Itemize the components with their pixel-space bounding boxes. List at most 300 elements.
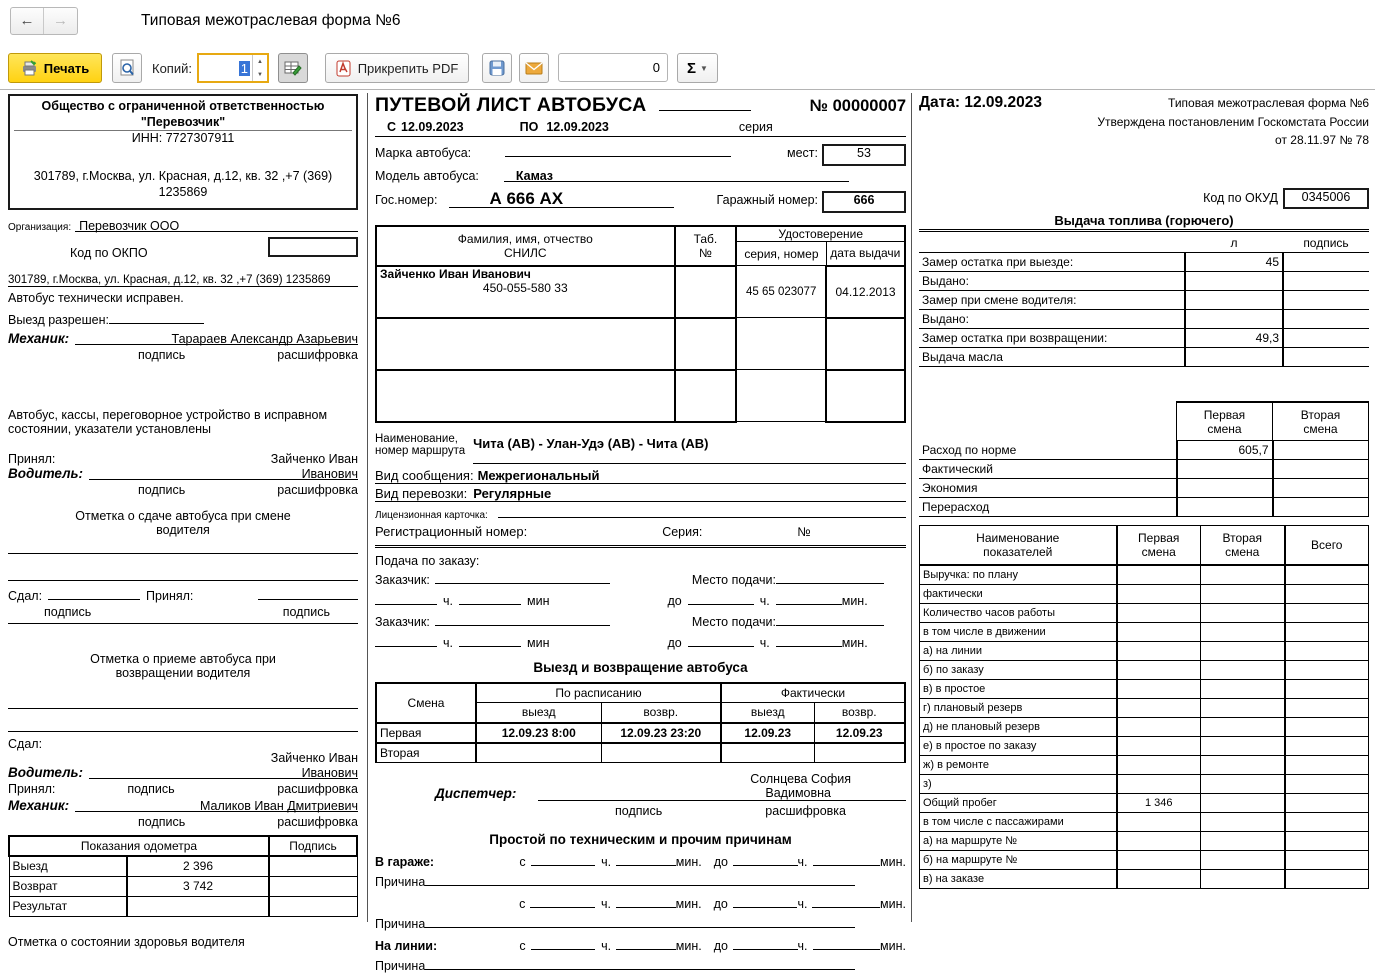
odometer-row-label: Возврат: [9, 876, 127, 896]
consumption-shift1-value: 605,7: [1177, 440, 1273, 459]
email-button[interactable]: [519, 53, 549, 83]
handed-label: Сдал:: [8, 737, 43, 752]
table-row: [376, 723, 905, 743]
table-row: [920, 850, 1369, 869]
indicator-shift2-value: [1201, 660, 1285, 679]
fuel-row-sign: [1283, 291, 1369, 310]
indicator-shift2-value: [1201, 774, 1285, 793]
model-label: Модель автобуса:: [375, 169, 479, 183]
table-row: [920, 774, 1369, 793]
counter-field[interactable]: [558, 53, 668, 82]
indicator-shift1-value: [1117, 660, 1201, 679]
series2-label: Серия:: [662, 524, 703, 539]
garage-number-value: 666: [822, 191, 906, 213]
shift-name: Вторая: [376, 743, 476, 763]
consumption-shift2-value: [1273, 440, 1369, 459]
decode-label: расшифровка: [277, 483, 358, 498]
sum-button[interactable]: [677, 53, 718, 83]
floppy-icon: [489, 60, 505, 76]
handed-label: Сдал:: [8, 589, 43, 604]
table-row: [919, 272, 1369, 291]
organization-value: Перевозчик ООО: [79, 219, 180, 234]
driver-tab: [675, 318, 737, 370]
consumption-row-label: Расход по норме: [919, 440, 1177, 459]
sched-out: 12.09.23 8:00: [476, 723, 601, 743]
act-out: 12.09.23: [721, 723, 814, 743]
waybill-title: ПУТЕВОЙ ЛИСТ АВТОБУСА: [375, 94, 647, 116]
decode-label: расшифровка: [277, 782, 358, 797]
table-row: [376, 318, 905, 370]
indicator-shift1-value: [1117, 774, 1201, 793]
table-row: [920, 622, 1369, 641]
indicators-total-header: Всего: [1285, 525, 1369, 565]
consumption-shift2-value: [1273, 497, 1369, 516]
sigma-icon: Σ: [687, 59, 697, 77]
forward-button[interactable]: →: [53, 12, 68, 29]
table-row: [919, 440, 1369, 459]
org-address: 301789, г.Москва, ул. Красная, д.12, кв. 32 ,+7 (369) 1235869: [33, 168, 333, 199]
accepted-label: Принял:: [146, 589, 194, 604]
fuel-row-value: 45: [1185, 253, 1283, 272]
accepted-label: Принял:: [8, 452, 56, 467]
fuel-row-label: Выдано:: [919, 272, 1185, 291]
table-row: [920, 584, 1369, 603]
table-row: [919, 310, 1369, 329]
sign-label: подпись: [127, 782, 175, 797]
health-note: Отметка о состоянии здоровья водителя: [8, 934, 245, 949]
table-row: [919, 459, 1369, 478]
table-row: [919, 497, 1369, 516]
fuel-row-value: [1185, 272, 1283, 291]
table-row: [376, 743, 905, 763]
indicator-label: а) на маршруте №: [920, 831, 1117, 850]
table-row: [919, 348, 1369, 367]
okud-label: Код по ОКУД: [1203, 191, 1278, 206]
indicator-shift1-value: [1117, 850, 1201, 869]
line-downtime-label: На линии:: [375, 939, 438, 953]
decode-label: расшифровка: [277, 348, 358, 363]
route-label: Наименование, номер маршрута: [375, 432, 466, 457]
drivers-cert-series-header: серия, номер: [736, 242, 826, 266]
spin-up-icon[interactable]: ▲: [257, 58, 263, 65]
table-row: [9, 856, 357, 876]
return-note: Отметка о приеме автобуса при возвращении водителя: [90, 652, 276, 681]
indicator-shift2-value: [1201, 793, 1285, 812]
odometer-row-sign: [269, 876, 357, 896]
registration-number-label: Регистрационный номер:: [375, 523, 528, 539]
communication-label: Вид сообщения:: [375, 467, 474, 483]
chevron-down-icon: ▼: [700, 63, 708, 73]
okud-value: 0345006: [1283, 188, 1369, 209]
indicator-shift2-value: [1201, 698, 1285, 717]
fuel-row-value: [1185, 348, 1283, 367]
indicator-total-value: [1285, 831, 1369, 850]
fuel-row-sign: [1283, 272, 1369, 291]
shift-name: Первая: [376, 723, 476, 743]
column-divider-left: [367, 93, 368, 922]
drivers-cert-date-header: дата выдачи: [826, 242, 905, 266]
table-row: [920, 660, 1369, 679]
fuel-table: [919, 234, 1369, 368]
indicator-shift1-value: [1117, 622, 1201, 641]
print-button[interactable]: [8, 53, 102, 83]
handover-note: Отметка о сдаче автобуса при смене водителя: [75, 509, 291, 538]
consumption-shift2-value: [1273, 478, 1369, 497]
indicator-label: в том числе с пассажирами: [920, 812, 1117, 831]
accepted-label: Принял:: [8, 782, 56, 797]
indicator-shift1-value: [1117, 736, 1201, 755]
consumption-shift2-value: [1273, 459, 1369, 478]
table-row: [919, 291, 1369, 310]
right-column: [919, 94, 1369, 889]
indicator-shift2-value: [1201, 717, 1285, 736]
table-row: [920, 831, 1369, 850]
schedule-header: По расписанию: [476, 683, 721, 703]
reason-label: Причина: [375, 875, 426, 889]
sched-in: [601, 743, 721, 763]
reason-label: Причина: [375, 959, 426, 973]
sign-label: подпись: [138, 483, 186, 498]
attach-pdf-label: Прикрепить PDF: [357, 60, 459, 76]
fuel-row-label: Замер при смене водителя:: [919, 291, 1185, 310]
indicator-shift2-value: [1201, 641, 1285, 660]
indicator-total-value: [1285, 755, 1369, 774]
indicator-shift2-value: [1201, 850, 1285, 869]
indicator-shift2-value: [1201, 755, 1285, 774]
indicator-total-value: [1285, 622, 1369, 641]
dispatcher-label: Диспетчер:: [435, 786, 517, 801]
mechanic-label: Механик:: [8, 331, 70, 347]
driver-name-line2: Иванович: [301, 766, 358, 781]
equipment-ok-text: Автобус, кассы, переговорное устройство в исправном состоянии, указатели установлены: [8, 408, 328, 437]
sign-label: подпись: [615, 804, 663, 818]
transport-kind-label: Вид перевозки:: [375, 485, 468, 501]
reg-number-value: А 666 АХ: [489, 189, 564, 208]
table-row: [920, 793, 1369, 812]
indicator-total-value: [1285, 774, 1369, 793]
mechanic2-name: Маликов Иван Дмитриевич: [199, 799, 358, 814]
indicator-label: е) в простое по заказу: [920, 736, 1117, 755]
depart-return-title: Выезд и возвращение автобуса: [533, 659, 748, 675]
driver-cert-date: [826, 318, 905, 370]
brand-label: Марка автобуса:: [375, 146, 472, 160]
reason-label: Причина: [375, 917, 426, 931]
indicator-shift1-value: [1117, 679, 1201, 698]
okpo-value-box: [268, 237, 358, 257]
depart-return-table: Смена По расписанию Фактически выезд возвр. выезд возвр. Первая 12.09.23 8:00 12.09.23 23:20 12.09.23 12.09.23 Вторая: [375, 682, 906, 764]
date-from-label: С: [387, 120, 397, 134]
org-inn: ИНН: 7727307911: [131, 131, 235, 146]
fuel-liters-header: л: [1185, 234, 1283, 253]
dispatcher-name: Солнцева София: [750, 772, 851, 786]
consumption-row-label: Перерасход: [919, 497, 1177, 516]
indicator-label: з): [920, 774, 1117, 793]
spin-down-icon[interactable]: ▼: [257, 71, 263, 78]
driver-cell: [376, 266, 675, 318]
fuel-row-label: Выдача масла: [919, 348, 1185, 367]
org-address-line: 301789, г.Москва, ул. Красная, д.12, кв. 32 ,+7 (369) 1235869: [8, 274, 358, 287]
table-row: [920, 812, 1369, 831]
page-title: Типовая межотраслевая форма №6: [141, 12, 401, 29]
indicator-label: д) не плановый резерв: [920, 717, 1117, 736]
sign-label: подпись: [138, 348, 186, 363]
indicator-shift2-value: [1201, 565, 1285, 584]
consumption-row-label: Фактический: [919, 459, 1177, 478]
indicator-total-value: [1285, 850, 1369, 869]
indicator-label: Выручка: по плану: [920, 565, 1117, 584]
depart-allowed-label: Выезд разрешен:: [8, 313, 109, 328]
printer-icon: [21, 60, 38, 76]
sign-label: подпись: [44, 605, 92, 620]
consumption-shift2-header: Вторая смена: [1273, 402, 1369, 440]
customer-label: Заказчик:: [375, 572, 430, 587]
order-title: Подача по заказу:: [375, 553, 480, 568]
sched-in: 12.09.23 23:20: [601, 723, 721, 743]
indicator-shift2-value: [1201, 603, 1285, 622]
tech-ok-text: Автобус технически исправен.: [8, 291, 184, 306]
table-row: [920, 755, 1369, 774]
indicator-shift1-value: [1117, 565, 1201, 584]
table-row: [919, 329, 1369, 348]
indicator-label: в) в простое: [920, 679, 1117, 698]
doc-date: Дата: 12.09.2023: [919, 94, 1042, 111]
indicator-shift1-value: [1117, 584, 1201, 603]
indicator-total-value: [1285, 869, 1369, 888]
indicator-total-value: [1285, 717, 1369, 736]
place-label: Место подачи:: [691, 614, 776, 629]
indicator-total-value: [1285, 584, 1369, 603]
indicator-shift2-value: [1201, 736, 1285, 755]
consumption-row-label: Экономия: [919, 478, 1177, 497]
org-name-line2: "Перевозчик": [14, 115, 352, 132]
waybill-document[interactable]: [0, 91, 1375, 973]
table-row: [920, 565, 1369, 584]
indicator-shift2-value: [1201, 679, 1285, 698]
fuel-row-sign: [1283, 310, 1369, 329]
organization-label: Организация:: [8, 222, 72, 234]
table-row: [376, 370, 905, 422]
driver-cell: [376, 318, 675, 370]
mechanic-label: Механик:: [8, 798, 70, 814]
consumption-table: [919, 401, 1369, 517]
act-in: 12.09.23: [814, 723, 905, 743]
copies-input[interactable]: [197, 53, 269, 83]
back-button[interactable]: ←: [11, 8, 44, 34]
table-row: [376, 266, 905, 318]
column-divider-right: [911, 93, 912, 922]
mechanic-name: Тарараев Александр Азарьевич: [171, 332, 358, 347]
consumption-shift1-header: Первая смена: [1177, 402, 1273, 440]
indicator-shift2-value: [1201, 831, 1285, 850]
license-card-label: Лицензионная карточка:: [375, 509, 488, 521]
table-row: [920, 603, 1369, 622]
window-header: [0, 0, 1375, 44]
indicator-label: б) по заказу: [920, 660, 1117, 679]
odometer-row-value: 3 742: [127, 876, 269, 896]
indicator-label: в том числе в движении: [920, 622, 1117, 641]
table-edit-icon: [284, 60, 302, 76]
driver-label: Водитель:: [8, 466, 83, 482]
model-value: Камаз: [515, 169, 554, 183]
indicator-shift1-value: [1117, 641, 1201, 660]
driver-cert-series: [736, 318, 826, 370]
copies-value: 1: [240, 60, 248, 76]
driver-cert-date: [826, 370, 905, 422]
driver-cert-date: 04.12.2013: [826, 266, 905, 318]
table-row: [920, 736, 1369, 755]
indicator-shift2-value: [1201, 622, 1285, 641]
indicator-total-value: [1285, 698, 1369, 717]
driver-name: Зайченко Иван Иванович: [380, 266, 531, 281]
indicator-total-value: [1285, 793, 1369, 812]
table-row: [920, 641, 1369, 660]
series-label: серия: [738, 120, 773, 134]
indicator-label: г) плановый резерв: [920, 698, 1117, 717]
driver-snils: 450-055-580 33: [482, 280, 568, 295]
table-row: [920, 698, 1369, 717]
table-row: [920, 717, 1369, 736]
fuel-row-sign: [1283, 348, 1369, 367]
indicators-name-header: Наименование показателей: [920, 525, 1117, 565]
indicator-label: ж) в ремонте: [920, 755, 1117, 774]
indicator-total-value: [1285, 660, 1369, 679]
driver-tab: [675, 266, 737, 318]
seats-value: 53: [822, 144, 906, 166]
driver-cert-series: 45 65 023077: [736, 266, 826, 318]
act-in: [814, 743, 905, 763]
save-button[interactable]: [482, 53, 512, 83]
indicator-total-value: [1285, 603, 1369, 622]
pdf-icon: [336, 60, 351, 77]
drivers-tab-header: Таб. №: [675, 226, 737, 266]
counter-value: 0: [652, 60, 660, 75]
indicator-label: а) на линии: [920, 641, 1117, 660]
odometer-row-value: [127, 896, 269, 916]
reg-number-label: Гос.номер:: [375, 193, 438, 207]
indicator-total-value: [1285, 736, 1369, 755]
driver-label: Водитель:: [8, 765, 83, 781]
fuel-row-label: Выдано:: [919, 310, 1185, 329]
toolbar: [0, 48, 1375, 90]
driver-name-line2: Иванович: [301, 467, 358, 482]
communication-value: Межрегиональный: [477, 467, 600, 483]
preview-icon: [119, 59, 136, 77]
shift-header: Смена: [376, 683, 476, 723]
driver-cell: [376, 370, 675, 422]
dispatcher-name2: Вадимовна: [765, 786, 831, 800]
order-section: Подача по заказу: Заказчик: Место подачи: ч. мин до ч. мин. Заказчик: Место подачи: ч. мин до ч. мин.: [375, 554, 906, 650]
indicator-shift2-value: [1201, 869, 1285, 888]
route-value: Чита (АВ) - Улан-Удэ (АВ) - Чита (АВ): [473, 435, 709, 451]
number-sign-label: №: [797, 524, 811, 539]
date-to-label: ПО: [519, 120, 539, 134]
copies-spinner: [252, 55, 267, 81]
odometer-table: [8, 835, 358, 917]
indicator-shift1-value: [1117, 831, 1201, 850]
org-name-line1: Общество с ограниченной ответственностью: [41, 99, 325, 113]
fuel-row-label: Замер остатка при возвращении:: [919, 329, 1185, 348]
form-approval-note: Типовая межотраслевая форма №6 Утверждена постановленим Госкомстата России от 28.11.97 № 78: [1097, 96, 1369, 148]
drivers-table: [375, 225, 906, 423]
indicator-shift2-value: [1201, 584, 1285, 603]
indicator-total-value: [1285, 812, 1369, 831]
customer-label: Заказчик:: [375, 614, 430, 629]
waybill-number: № 00000007: [809, 97, 906, 115]
preview-button[interactable]: [112, 53, 142, 83]
fuel-row-value: [1185, 291, 1283, 310]
indicator-shift2-value: [1201, 812, 1285, 831]
drivers-cert-header: Удостоверение: [736, 226, 905, 242]
decode-label: расшифровка: [277, 815, 358, 830]
odometer-row-sign: [269, 856, 357, 876]
left-column: [8, 94, 358, 949]
print-button-label: Печать: [43, 60, 90, 76]
indicator-shift1-value: 1 346: [1117, 793, 1201, 812]
table-row: [920, 679, 1369, 698]
driver-name-line1: Зайченко Иван: [270, 452, 358, 467]
fuel-row-sign: [1283, 329, 1369, 348]
fuel-row-label: Замер остатка при выезде:: [919, 253, 1185, 272]
attach-pdf-button[interactable]: [325, 53, 469, 83]
indicator-shift1-value: [1117, 603, 1201, 622]
indicator-shift1-value: [1117, 869, 1201, 888]
table-row: [920, 869, 1369, 888]
copies-label: Копий:: [152, 60, 192, 76]
date-from-value: 12.09.2023: [401, 120, 464, 134]
consumption-shift1-value: [1177, 478, 1273, 497]
indicator-total-value: [1285, 565, 1369, 584]
table-row: [9, 876, 357, 896]
fuel-row-value: 49,3: [1185, 329, 1283, 348]
indicator-total-value: [1285, 679, 1369, 698]
drivers-name-header: Фамилия, имя, отчество СНИЛС: [376, 226, 675, 266]
sign-label: подпись: [138, 815, 186, 830]
edit-table-button[interactable]: [278, 53, 308, 83]
odometer-sign-header: Подпись: [269, 836, 357, 856]
indicators-shift1-header: Первая смена: [1117, 525, 1201, 565]
indicator-shift1-value: [1117, 812, 1201, 831]
decode-label: расшифровка: [765, 804, 846, 818]
indicator-label: Общий пробег: [920, 793, 1117, 812]
table-row: [919, 478, 1369, 497]
okpo-label: Код по ОКПО: [70, 246, 148, 261]
indicators-shift2-header: Вторая смена: [1201, 525, 1285, 565]
driver-cert-series: [736, 370, 826, 422]
indicators-table: [919, 525, 1369, 889]
indicator-label: Количество часов работы: [920, 603, 1117, 622]
indicator-label: фактически: [920, 584, 1117, 603]
sign-label: подпись: [282, 605, 330, 620]
indicator-label: б) на маршруте №: [920, 850, 1117, 869]
sched-out: [476, 743, 601, 763]
date-to-value: 12.09.2023: [546, 120, 609, 134]
odometer-row-sign: [269, 896, 357, 916]
garage-number-label: Гаражный номер:: [716, 193, 818, 207]
fuel-row-value: [1185, 310, 1283, 329]
odometer-row-label: Выезд: [9, 856, 127, 876]
consumption-shift1-value: [1177, 497, 1273, 516]
odometer-row-label: Результат: [9, 896, 127, 916]
table-row: [919, 253, 1369, 272]
indicator-shift1-value: [1117, 717, 1201, 736]
table-row: [9, 896, 357, 916]
indicator-total-value: [1285, 641, 1369, 660]
downtime-title: Простой по техническим и прочим причинам: [489, 832, 792, 847]
indicator-shift1-value: [1117, 698, 1201, 717]
odometer-row-value: 2 396: [127, 856, 269, 876]
indicator-shift1-value: [1117, 755, 1201, 774]
transport-kind-value: Регулярные: [473, 485, 552, 501]
